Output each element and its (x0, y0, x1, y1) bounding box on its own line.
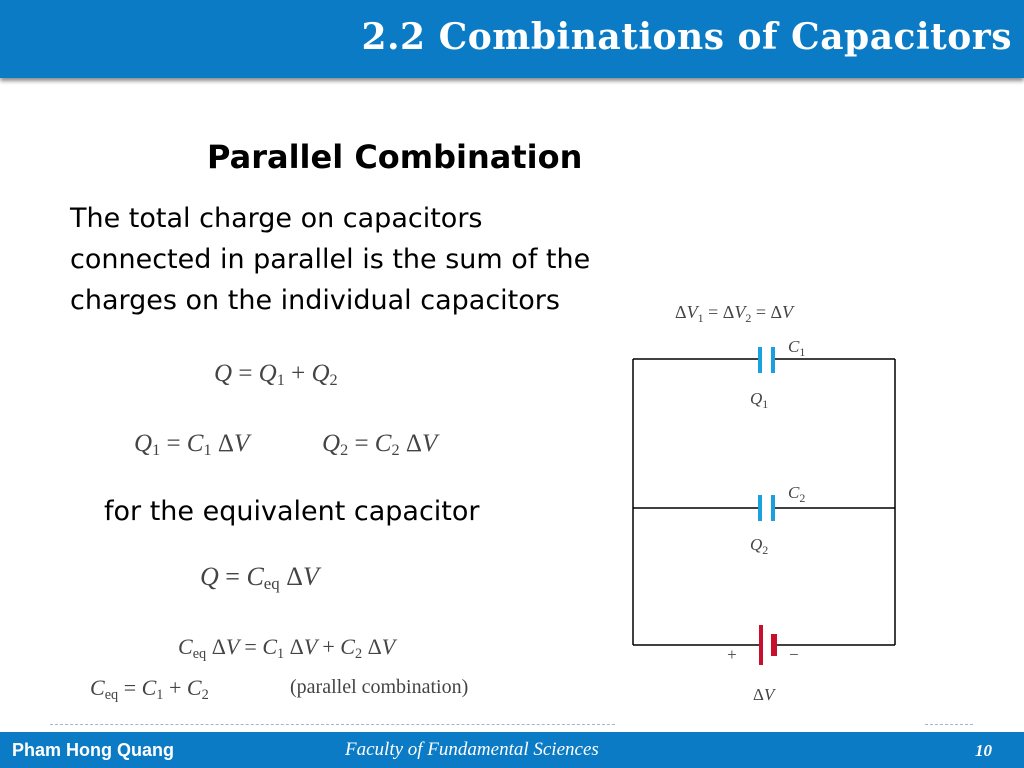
c1-label: $C_1$ (788, 337, 806, 359)
footer-bar (0, 732, 1024, 768)
footer-divider-left (50, 724, 615, 725)
equation-total-charge: $Q = Q_1 + Q_2$ (214, 360, 338, 389)
voltage-equality-label: $\Delta V_1 = \Delta V_2 = \Delta V$ (675, 302, 794, 325)
footer-faculty: Faculty of Fundamental Sciences (345, 739, 599, 760)
equation-q2: $Q_2 = C_2$ ΔV (322, 430, 438, 459)
q2-label: $Q_2$ (750, 535, 769, 557)
section-heading: Parallel Combination (207, 138, 583, 176)
equation-q1: $Q_1 = C_1$ ΔV (134, 430, 250, 459)
paragraph-line: The total charge on capacitors (70, 203, 483, 234)
page-number: 10 (975, 741, 992, 760)
intro-paragraph (70, 198, 630, 321)
q1-label: $Q_1$ (750, 389, 769, 411)
paragraph-line: connected in parallel is the sum of the (70, 244, 591, 275)
battery-minus-label: − (788, 645, 800, 664)
battery-symbol (761, 625, 774, 665)
capacitor-c1-symbol (760, 347, 773, 373)
equivalent-text: for the equivalent capacitor (104, 496, 480, 527)
paragraph-line: charges on the individual capacitors (70, 285, 560, 316)
parallel-combination-label: (parallel combination) (290, 676, 469, 698)
capacitor-c2-symbol (760, 495, 773, 521)
equation-ceq-dv: $C_{eq}$ $\Delta V = C_1$ $\Delta V + C_2$ ΔV (178, 634, 396, 662)
header-bar (0, 0, 1024, 78)
slide-title: 2.2 Combinations of Capacitors (361, 16, 1012, 58)
equation-ceq-sum: $C_{eq} = C_1 + C_2$ (90, 675, 209, 703)
parallel-circuit-diagram (620, 290, 910, 710)
battery-voltage-label: ΔV (753, 685, 775, 704)
battery-plus-label: + (726, 645, 738, 664)
equation-q-ceq: $Q = C_{eq}$ ΔV (200, 562, 319, 593)
footer-divider-right (925, 724, 973, 725)
c2-label: $C_2$ (788, 483, 806, 505)
footer-author: Pham Hong Quang (12, 740, 174, 760)
